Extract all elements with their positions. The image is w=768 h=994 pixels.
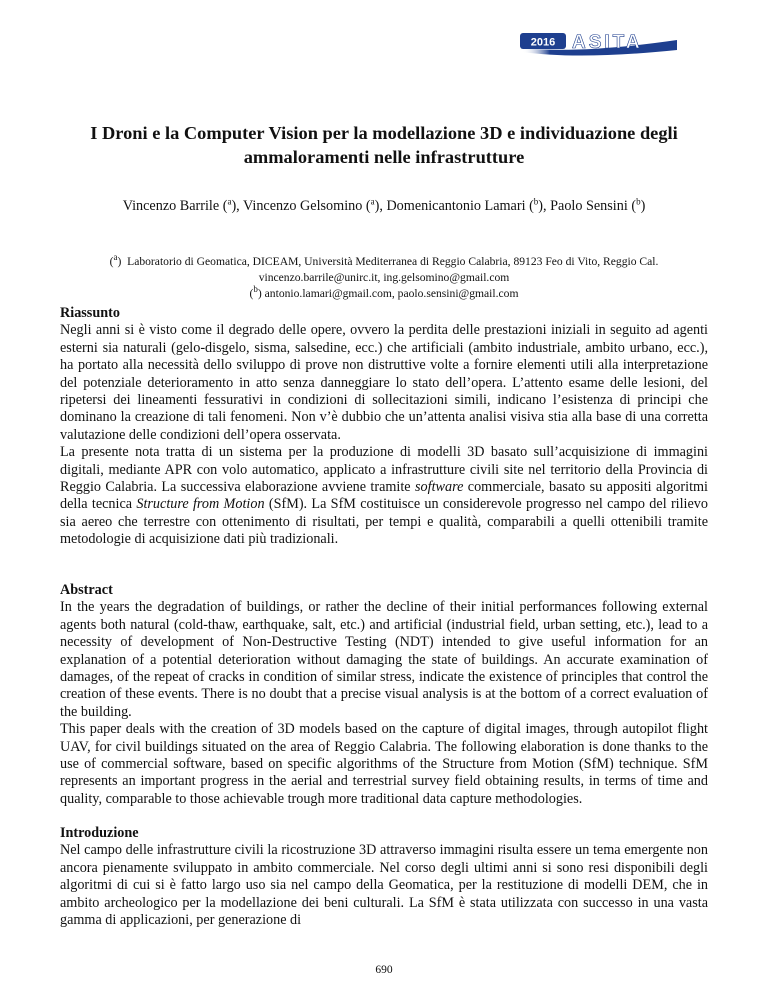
riassunto-section bbox=[60, 305, 708, 549]
riassunto-text: (SfM). La SfM costituisce un considerevole progresso nel campo del rilievo sia aereo che terrestre con ottenimento di risultati, per tempi e qualità, comparabili a quelli ottenibili tramite metodologie di acquisizione dati più tradizionali. bbox=[60, 496, 708, 548]
author-name: Domenicantonio Lamari bbox=[386, 198, 526, 214]
author-name: Vincenzo Gelsomino bbox=[243, 198, 363, 214]
author-name: Vincenzo Barrile bbox=[122, 198, 220, 214]
author-name: Paolo Sensini bbox=[550, 198, 628, 214]
asita-logo-graphic bbox=[520, 30, 678, 56]
paper-title: I Droni e la Computer Vision per la modellazione 3D e individuazione degli ammaloramenti nelle infrastrutture bbox=[90, 123, 678, 167]
affiliation-b: ($^b$) antonio.lamari@gmail.com, paolo.sensini@gmail.com bbox=[249, 284, 519, 300]
riassunto-text: commerciale, basato su appositi algoritmi della tecnica bbox=[60, 479, 708, 513]
affiliations bbox=[60, 254, 708, 302]
riassunto-heading: Riassunto bbox=[60, 305, 120, 321]
author-affil-mark: a bbox=[227, 196, 232, 207]
riassunto-text: La presente nota tratta di un sistema per la produzione di modelli 3D basato sull’acquisizione di immagini digitali, mediante APR con volo automatico, applicato a infrastrutture civili site nel territorio della Provincia di Reggio Calabria. La successiva elaborazione avviene tramite bbox=[60, 444, 708, 496]
author-list: Vincenzo Barrile ($^a$), Vincenzo Gelsomino ($^a$), Domenicantonio Lamari ($^b$), Paolo Sensini ($^b$) bbox=[122, 196, 646, 214]
abstract-paragraph-2: This paper deals with the creation of 3D models based on the capture of digital images, through autopilot flight UAV, for civil buildings situated on the area of Reggio Calabria. The following elaboration is done thanks to the use of commercial software, based on specific algorithms of the Structure from Motion (SfM) technique. SfM represents an important progress in the aerial and terrestrial survey field obtaining results, in terms of time and quality, comparable to those achievable trough more traditional data capture methodologies. bbox=[60, 721, 708, 807]
affil-mark: b bbox=[253, 284, 258, 295]
page-number: 690 bbox=[375, 964, 393, 976]
abstract-section bbox=[60, 582, 708, 808]
author-affil-mark: b bbox=[533, 196, 539, 207]
author-affil-mark: b bbox=[636, 196, 641, 207]
logo-year: 2016 bbox=[530, 36, 556, 49]
riassunto-italic-sfm: Structure from Motion bbox=[136, 496, 265, 513]
riassunto-italic-software: software bbox=[415, 479, 464, 496]
author-affil-mark: a bbox=[370, 196, 375, 207]
asita-2016-logo bbox=[520, 30, 678, 56]
abstract-paragraph-1: In the years the degradation of buildings, or rather the decline of their initial performances following external agents both natural (cold-thaw, earthquake, salt, etc.) and artificial (industrial field, urban setting, etc.), lead to a necessity of development of Non-Destructive Testing (NDT) intended to give useful information for an explanation of a potential deterioration without damaging the state of buildings. An accurate examination of damages, of the repeat of cracks in condition of similar stress, indicate the existence of principles that control the creation of these events. There is no doubt that a precise visual analysis is at the bottom of a correct evaluation of the building. bbox=[60, 599, 708, 720]
affil-b-emails: antonio.lamari@gmail.com, paolo.sensini@gmail.com bbox=[264, 287, 519, 300]
riassunto-paragraph-2 bbox=[60, 444, 708, 548]
introduzione-heading: Introduzione bbox=[60, 825, 139, 841]
affil-text: Laboratorio di Geomatica, DICEAM, Università Mediterranea di Reggio Calabria, 89123 Feo di Vito, Reggio Cal. bbox=[127, 255, 659, 268]
affil-a-emails: vincenzo.barrile@unirc.it, ing.gelsomino@gmail.com bbox=[258, 271, 510, 284]
affiliation-a: ($^a$) Laboratorio di Geomatica, DICEAM, Università Mediterranea di Reggio Calabria, 89123 Feo di Vito, Reggio Cal. bbox=[109, 252, 659, 268]
introduzione-section bbox=[60, 825, 708, 929]
logo-name: ASITA bbox=[572, 32, 643, 53]
riassunto-paragraph-1: Negli anni si è visto come il degrado delle opere, ovvero la perdita delle prestazioni iniziali in seguito ad agenti esterni sia naturali (gelo-disgelo, sisma, salsedine, ecc.) che artificiali (ambito industriale, ambito urbano, ecc.), ha portato alla necessità dello sviluppo di prove non distruttive volte a fornire elementi utili alla interpretazione del potenziale deterioramento in atto senza danneggiare lo stato dell’opera. L’attento esame delle lesioni, del ripetersi dei lineamenti fessurativi in condizioni di sollecitazioni simili, indicano l’esistenza di principi che dominano la creazione di tali fenomeni. Non v’è dubbio che un’attenta analisi visiva stia alla base di una corretta valutazione delle condizioni dell’opera osservata. bbox=[60, 322, 708, 443]
affil-mark: a bbox=[113, 252, 118, 263]
introduzione-paragraph-1: Nel campo delle infrastrutture civili la ricostruzione 3D attraverso immagini risulta essere un tema emergente non ancora pienamente sviluppato in ambito commerciale. Nel corso degli ultimi anni si sono resi disponibili degli algoritmi di cui si è fatto largo uso sia nel campo della Geomatica, per la restituzione di modelli DEM, che in ambito archeologico per la modellazione dei beni culturali. La SfM è stata utilizzata con successo in una vasta gamma di applicazioni, per generazione di bbox=[60, 842, 708, 929]
abstract-heading: Abstract bbox=[60, 582, 113, 598]
